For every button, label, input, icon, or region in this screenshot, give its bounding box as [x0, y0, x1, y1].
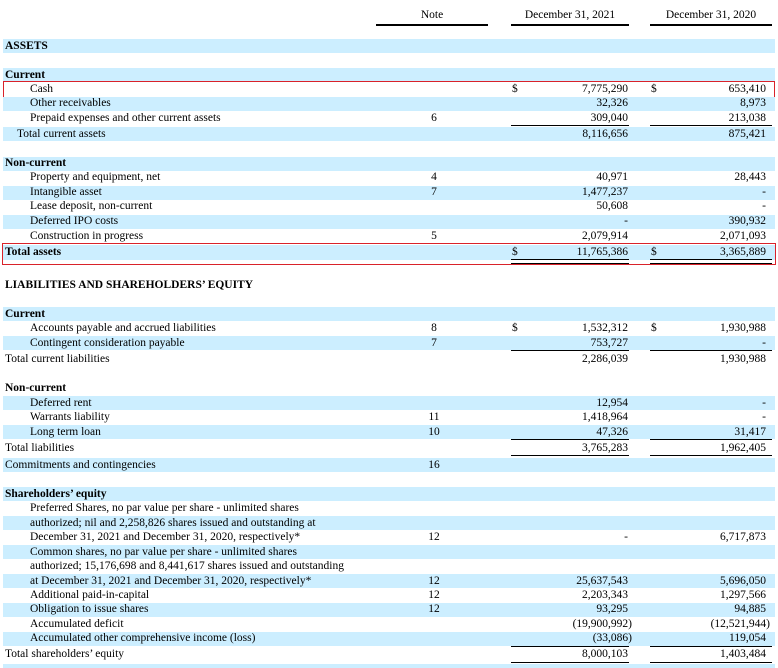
deficit-2020: (12,521,944): [710, 618, 770, 630]
apic-note: 12: [428, 589, 440, 601]
total-current-liabilities-2020: 1,930,988: [720, 353, 766, 365]
assets-noncurrent-label: Non-current: [5, 157, 67, 169]
ipo-costs-label: Deferred IPO costs: [30, 215, 119, 227]
ap-2020: 1,930,988: [720, 322, 766, 334]
total-equity-2020: 1,403,484: [720, 648, 766, 660]
liabilities-noncurrent-label: Non-current: [5, 382, 67, 394]
apic-2021: 2,203,343: [582, 589, 628, 601]
warrants-label: Warrants liability: [30, 411, 110, 423]
apic-label: Additional paid-in-capital: [30, 589, 150, 601]
dollar-sign: $: [512, 246, 518, 258]
intangible-label: Intangible asset: [30, 186, 102, 198]
cash-label: Cash: [30, 83, 53, 95]
ipo-costs-2021: -: [624, 215, 628, 227]
cash-2021: 7,775,290: [582, 83, 628, 95]
header-rule: [650, 24, 772, 26]
other-receivables-label: Other receivables: [30, 97, 111, 109]
total-liabilities-2020: 1,962,405: [720, 442, 766, 454]
deficit-label: Accumulated deficit: [30, 618, 124, 630]
ppe-2020: 28,443: [734, 171, 766, 183]
preferred-line3: December 31, 2021 and December 31, 2020, respectively*: [30, 531, 301, 543]
other-receivables-2021: 32,326: [596, 97, 628, 109]
warrants-2020: -: [762, 411, 766, 423]
contingent-note: 7: [431, 337, 437, 349]
prepaid-2020: 213,038: [728, 112, 766, 124]
dollar-sign: $: [651, 83, 657, 95]
header-rule: [376, 24, 488, 26]
total-assets-label: Total assets: [5, 246, 62, 258]
row-band: [3, 97, 775, 111]
section-band: [3, 39, 775, 53]
preferred-2020: 6,717,873: [720, 531, 766, 543]
obligation-2021: 93,295: [596, 603, 628, 615]
ap-note: 8: [431, 322, 437, 334]
note-column-header: Note: [420, 9, 444, 21]
assets-title: ASSETS: [5, 40, 48, 52]
ppe-label: Property and equipment, net: [30, 171, 161, 183]
aoci-label: Accumulated other comprehensive income (loss): [30, 632, 256, 644]
row-band: [3, 127, 775, 141]
subtotal-rule: [650, 125, 772, 126]
total-liabilities-label: Total liabilities: [5, 442, 75, 454]
common-line3: at December 31, 2021 and December 31, 2020, respectively*: [30, 575, 312, 587]
ap-2021: 1,532,312: [582, 322, 628, 334]
col-2020-header: December 31, 2020: [665, 9, 757, 21]
dollar-sign: $: [651, 246, 657, 258]
subtotal-rule: [650, 350, 772, 351]
dollar-sign: $: [651, 322, 657, 334]
deferred-rent-2020: -: [762, 397, 766, 409]
other-receivables-2020: 8,973: [740, 97, 766, 109]
warrants-note: 11: [428, 411, 440, 423]
total-assets-2020: 3,365,889: [720, 246, 766, 258]
construction-note: 5: [431, 230, 437, 242]
highlight-box: [2, 243, 776, 265]
obligation-note: 12: [428, 603, 440, 615]
preferred-2021: -: [624, 531, 628, 543]
subtotal-rule: [650, 439, 772, 440]
lease-deposit-2021: 50,608: [596, 200, 628, 212]
construction-2020: 2,071,093: [720, 230, 766, 242]
row-band: [3, 396, 775, 410]
preferred-line1: Preferred Shares, no par value per share - unlimited shares: [30, 502, 299, 514]
deferred-rent-2021: 12,954: [596, 397, 628, 409]
subtotal-rule: [650, 662, 772, 663]
deferred-rent-label: Deferred rent: [30, 397, 92, 409]
subtotal-rule: [511, 125, 629, 126]
warrants-2021: 1,418,964: [582, 411, 628, 423]
total-current-liabilities-2021: 2,286,039: [582, 353, 628, 365]
dollar-sign: $: [512, 83, 518, 95]
row-band: [3, 215, 775, 229]
cash-2020: 653,410: [728, 83, 766, 95]
section-band: [3, 157, 775, 171]
commitments-label: Commitments and contingencies: [5, 459, 156, 471]
total-equity-label: Total shareholders’ equity: [5, 648, 125, 660]
subtotal-rule: [511, 439, 629, 440]
commitments-note: 16: [428, 459, 440, 471]
total-assets-2021: 11,765,386: [576, 246, 628, 258]
header-rule: [511, 24, 629, 26]
prepaid-2021: 309,040: [590, 112, 628, 124]
row-band: [3, 425, 775, 439]
intangible-2021: 1,477,237: [582, 186, 628, 198]
common-note: 12: [428, 575, 440, 587]
apic-2020: 1,297,566: [720, 589, 766, 601]
loan-label: Long term loan: [30, 426, 101, 438]
intangible-note: 7: [431, 186, 437, 198]
common-line2: authorized; 15,176,698 and 8,441,617 shares issued and outstanding: [30, 560, 344, 572]
assets-current-label: Current: [5, 69, 46, 81]
contingent-label: Contingent consideration payable: [30, 337, 185, 349]
lease-deposit-2020: -: [762, 200, 766, 212]
obligation-label: Obligation to issue shares: [30, 603, 149, 615]
dollar-sign: $: [512, 322, 518, 334]
ppe-note: 4: [431, 171, 437, 183]
preferred-line2: authorized; nil and 2,258,826 shares issued and outstanding at: [30, 517, 316, 529]
preferred-note: 12: [428, 531, 440, 543]
common-2020: 5,696,050: [720, 575, 766, 587]
contingent-2020: -: [762, 337, 766, 349]
subtotal-rule: [650, 646, 772, 647]
ipo-costs-2020: 390,932: [728, 215, 766, 227]
total-current-liabilities-label: Total current liabilities: [5, 353, 110, 365]
construction-label: Construction in progress: [30, 230, 144, 242]
total-liabilities-2021: 3,765,283: [582, 442, 628, 454]
liabilities-current-label: Current: [5, 308, 46, 320]
equity-title: Shareholders’ equity: [5, 488, 107, 500]
loan-2020: 31,417: [734, 426, 766, 438]
subtotal-rule: [511, 350, 629, 351]
aoci-2021: (33,086): [592, 632, 632, 644]
total-current-assets-2020: 875,421: [728, 128, 766, 140]
intangible-2020: -: [762, 186, 766, 198]
prepaid-note: 6: [431, 112, 437, 124]
ppe-2021: 40,971: [596, 171, 628, 183]
prepaid-label: Prepaid expenses and other current assets: [30, 112, 221, 124]
subtotal-rule: [511, 646, 629, 647]
section-band: [3, 487, 775, 501]
row-band: [3, 186, 775, 200]
ap-label: Accounts payable and accrued liabilities: [30, 322, 216, 334]
loan-2021: 47,326: [596, 426, 628, 438]
obligation-2020: 94,885: [734, 603, 766, 615]
liabilities-title: LIABILITIES AND SHAREHOLDERS’ EQUITY: [5, 279, 254, 291]
row-band: [3, 664, 775, 668]
col-2021-header: December 31, 2021: [524, 9, 616, 21]
loan-note: 10: [428, 426, 440, 438]
common-2021: 25,637,543: [576, 575, 628, 587]
total-current-assets-label: Total current assets: [17, 128, 106, 140]
subtotal-rule: [511, 662, 629, 663]
contingent-2021: 753,727: [590, 337, 628, 349]
total-equity-2021: 8,000,103: [582, 648, 628, 660]
total-current-assets-2021: 8,116,656: [582, 128, 628, 140]
lease-deposit-label: Lease deposit, non-current: [30, 200, 153, 212]
section-band: [3, 307, 775, 321]
aoci-2020: 119,054: [729, 632, 766, 644]
common-line1: Common shares, no par value per share - unlimited shares: [30, 546, 297, 558]
deficit-2021: (19,900,992): [572, 618, 632, 630]
construction-2021: 2,079,914: [582, 230, 628, 242]
section-band: [3, 68, 775, 82]
